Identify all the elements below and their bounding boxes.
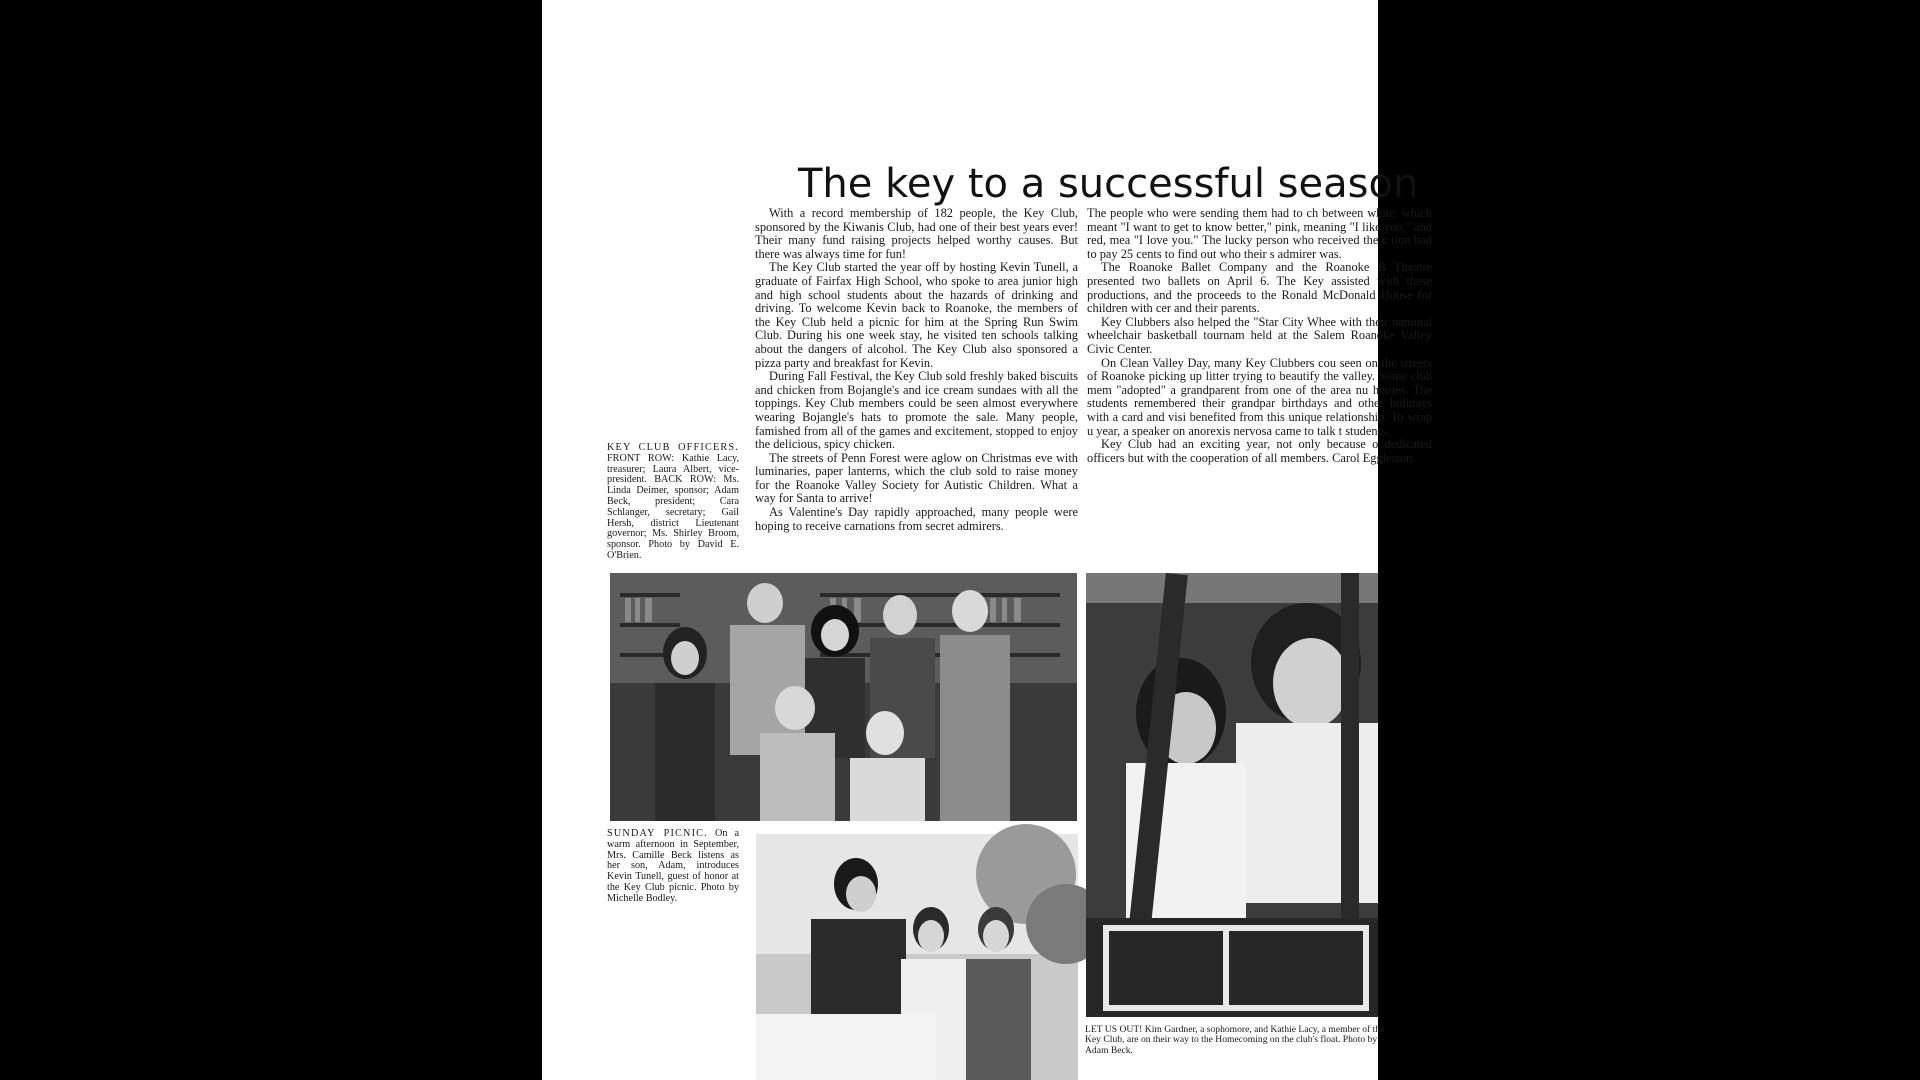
photo-let-us-out xyxy=(1086,573,1378,1017)
caption-text: On a warm afternoon in September, Mrs. Camille Beck listens as her son, Adam, introduces Kevin Tunell, guest of honor at the Key Club picnic. Photo by Michelle Bodley. xyxy=(607,828,739,904)
photo-key-club-officers xyxy=(610,573,1077,821)
article-paragraph: The streets of Penn Forest were aglow on Christmas eve with luminaries, paper lanterns, which the club sold to raise money for the Roanoke Valley Society for Autistic Children. What a way for Santa to arrive! xyxy=(755,450,1078,506)
caption-heading: SUNDAY PICNIC. xyxy=(607,828,708,839)
caption-text: Kim Gardner, a sophomore, and Kathie Lacy, a member of the Key Club, are on their way to the Homecoming on the club's float. Photo by Adam Beck. xyxy=(1085,1024,1385,1056)
article-paragraph: On Clean Valley Day, many Key Clubbers cou seen on the streets of Roanoke picking up litter trying to beautify the valley. Some club mem "adopted" a grandparent from one of the area nu homes. The students remembered their grandpar birthdays and other holidays with a card and visi benefited from this unique relationship. To wrap u year, a speaker on anorexis nervosa came to talk t students. xyxy=(1087,355,1432,438)
caption-heading: LET US OUT! xyxy=(1085,1024,1143,1035)
article-paragraph: During Fall Festival, the Key Club sold freshly baked biscuits and chicken from Bojangle's and ice cream sundaes with all the toppings. Key Club members could be seen almost everywhere wearing Bojangle's hats to promote the sale. Many people, famished from all of the games and excitement, stopped to enjoy the delicious, spicy chicken. xyxy=(755,369,1078,452)
article-paragraph: As Valentine's Day rapidly approached, many people were hoping to receive carnations from secret admirers. xyxy=(755,505,1078,533)
photo-sunday-picnic xyxy=(756,834,1078,1080)
caption-officers xyxy=(607,443,739,562)
article-paragraph: The people who were sending them had to ch between white, which meant "I want to get to know better," pink, meaning "I like you," and red, mea "I love you." The lucky person who received the c tion had to pay 25 cents to find out who their s admirer was. xyxy=(1087,206,1432,261)
yearbook-page xyxy=(542,0,1432,1080)
article-paragraph: The Roanoke Ballet Company and the Roanoke B Theatre presented two ballets on April 6. The Key assisted with these productions, and the proceeds to the Ronald McDonald House for children with cer and their parents. xyxy=(1087,260,1432,316)
article-column-right xyxy=(1087,206,1432,465)
article-paragraph: Key Clubbers also helped the "Star City Whee with their national wheelchair basketball tournam held at the Salem Roanoke Valley Civic Center. xyxy=(1087,314,1432,356)
article-paragraph: The Key Club started the year off by hosting Kevin Tunell, a graduate of Fairfax High School, who spoke to area junior high and high school students about the hazards of drinking and driving. To welcome Kevin back to Roanoke, the members of the Key Club held a picnic for him at the Spring Run Swim Club. During his one week stay, he visited ten schools talking about the dangers of alcohol. The Key Club also sponsored a pizza party and breakfast for Kevin. xyxy=(755,260,1078,370)
caption-let-us-out xyxy=(1085,1025,1385,1056)
article-paragraph: With a record membership of 182 people, the Key Club, sponsored by the Kiwanis Club, had one of their best years ever! Their many fund raising projects helped worthy causes. But there was always time for fun! xyxy=(755,206,1078,261)
caption-text: FRONT ROW: Kathie Lacy, treasurer; Laura Albert, vice-president. BACK ROW: Ms. Linda Deimer, sponsor; Adam Beck, president; Cara Schlanger, secretary; Gail Hersh, district Lieutenant governor; Ms. Shirley Broom, sponsor. Photo by David E. O'Brien. xyxy=(607,452,739,561)
caption-picnic xyxy=(607,829,739,905)
caption-heading: KEY CLUB OFFICERS. xyxy=(607,442,739,453)
article-column-left xyxy=(755,207,1078,533)
page-title: The key to a successful season xyxy=(798,161,1419,207)
article-paragraph: Key Club had an exciting year, not only because o dedicated officers but with the cooperation of all members. Carol Eggleston. xyxy=(1087,437,1432,465)
